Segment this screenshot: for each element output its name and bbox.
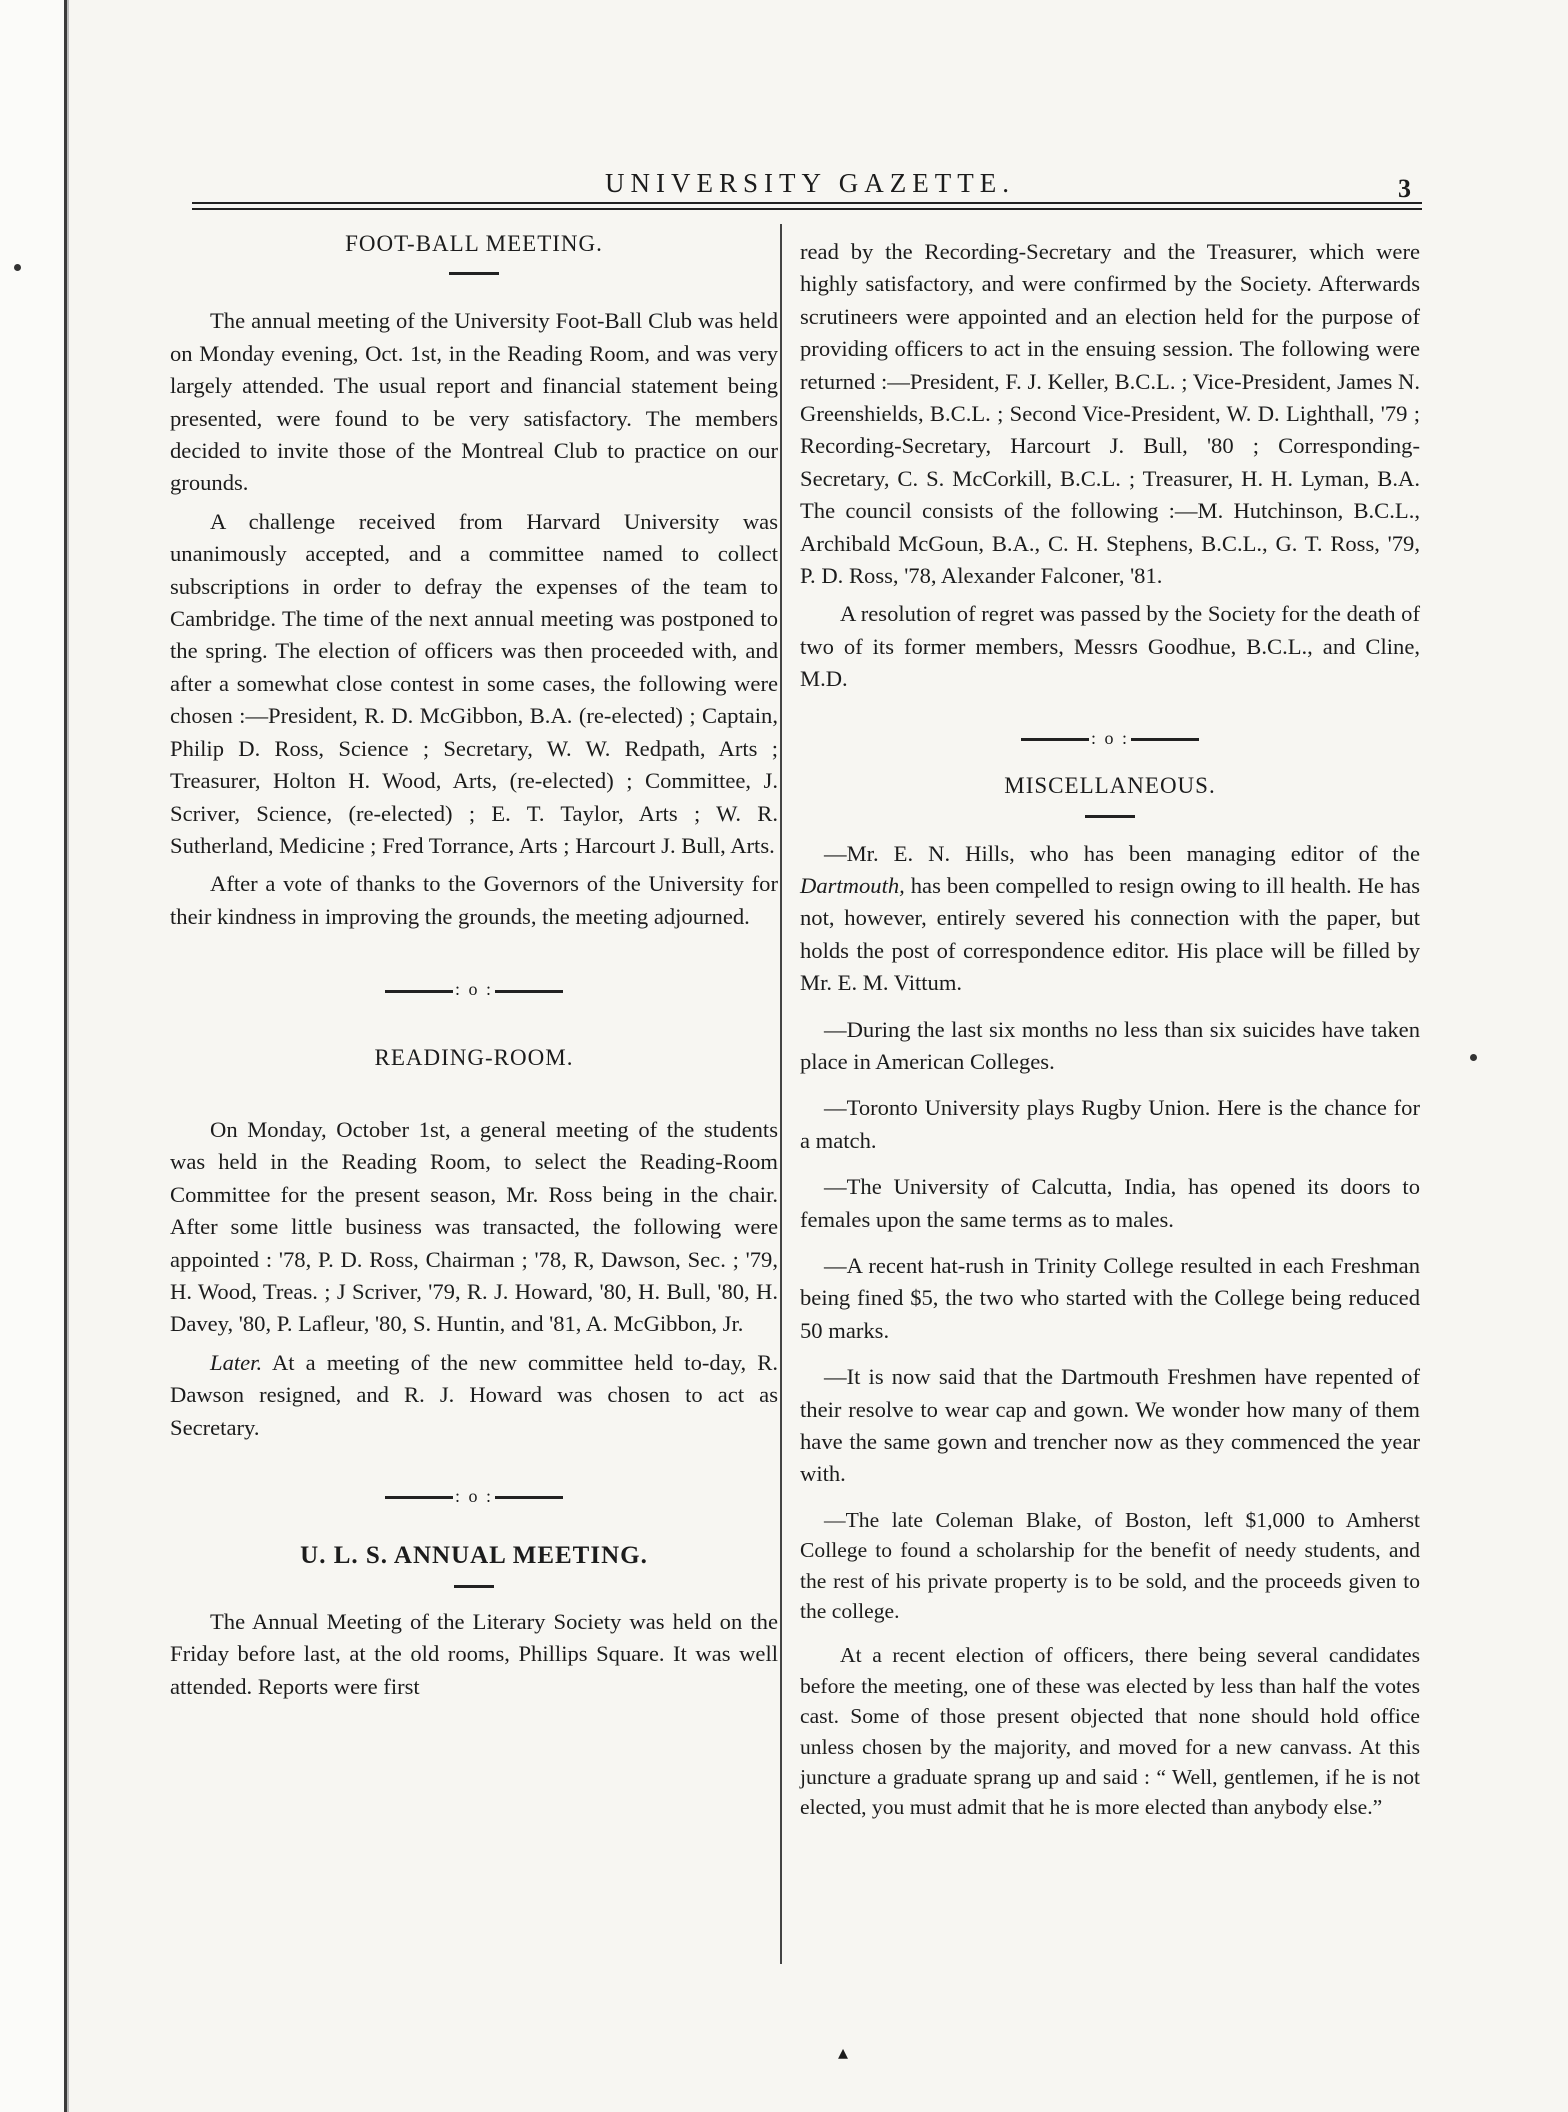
misc-item: —A recent hat-rush in Trinity College resulted in each Freshman being fined $5, the two who started with the College being reduced 50 marks. — [800, 1252, 1420, 1343]
right-column — [800, 236, 1420, 1829]
misc-item: —It is now said that the Dartmouth Freshmen have repented of their resolve to wear cap and gown. We wonder how many of them have the same gown and trencher now as they commenced the year with. — [800, 1364, 1420, 1487]
misc-item: —During the last six months no less than six suicides have taken place in American Colleges. — [800, 1016, 1420, 1074]
football-paragraph: A challenge received from Harvard University was unanimously accepted, and a committee named to collect subscriptions in order to defray the expenses of the team to Cambridge. The time of the next annual meeting was postponed to the spring. The election of officers was then proceeded with, and after a somewhat close contest in some cases, the following were chosen :—President, R. D. McGibbon, B.A. (re-elected) ; Captain, Philip D. Ross, Science ; Secretary, W. W. Redpath, Arts ; Treasurer, Holton H. Wood, Arts, (re-elected) ; Committee, J. Scriver, Science, (re-elected) ; E. T. Taylor, Arts ; W. R. Sutherland, Medicine ; Fred Torrance, Arts ; Harcourt J. Bull, Arts. — [170, 508, 778, 858]
page-binding-edge — [0, 0, 67, 2112]
misc-item: —The late Coleman Blake, of Boston, left $1,000 to Amherst College to found a scholarship for the benefit of needy students, and the rest of his private property is to be sold, and the proceeds given to the college. — [800, 1507, 1420, 1624]
misc-item: —The University of Calcutta, India, has opened its doors to females upon the same terms as to males. — [800, 1174, 1420, 1232]
left-column — [170, 228, 778, 1709]
section-separator: : o : — [800, 722, 1420, 754]
heading-rule — [449, 272, 499, 275]
uls-heading: U. L. S. ANNUAL MEETING. — [300, 1542, 648, 1570]
misc-item: —Toronto University plays Rugby Union. Here is the chance for a match. — [800, 1095, 1420, 1153]
miscellaneous-heading: MISCELLANEOUS. — [1004, 773, 1216, 799]
misc-item-publication: Dartmouth, — [800, 872, 905, 898]
section-separator: : o : — [170, 1480, 778, 1512]
misc-final-paragraph: At a recent election of officers, there being several candidates before the meeting, one of these was elected by less than half the votes cast. Some of those present objected that none should hold office unless chosen by the majority, and moved for a new canvass. At this juncture a graduate sprang up and said : “ Well, gentlemen, if he is not elected, you must admit that he is more elected than anybody else.” — [800, 1643, 1420, 1820]
printer-mark: ▴ — [838, 2040, 849, 2064]
football-paragraph: After a vote of thanks to the Governors of the University for their kindness in improving the grounds, the meeting adjourned. — [170, 871, 778, 929]
running-header-title: UNIVERSITY GAZETTE. — [605, 168, 1015, 198]
misc-item — [800, 838, 1420, 1000]
page-number: 3 — [1398, 174, 1411, 203]
misc-item-text: —Mr. E. N. Hills, who has been managing editor of the — [824, 840, 1420, 866]
uls-resolution-paragraph: A resolution of regret was passed by the Society for the death of two of its former members, Messrs Goodhue, B.C.L., and Cline, M.D. — [800, 601, 1420, 692]
heading-rule — [454, 1585, 494, 1588]
ink-speck — [1470, 1054, 1477, 1061]
section-separator: : o : — [170, 973, 778, 1005]
later-label: Later. — [210, 1349, 263, 1375]
header-rule — [192, 208, 1422, 210]
uls-continued-paragraph: read by the Recording-Secretary and the Treasurer, which were highly satisfactory, and were confirmed by the Society. Afterwards scrutineers were appointed and an election held for the purpose of providing officers to act in the ensuing session. The following were returned :—President, F. J. Keller, B.C.L. ; Vice-President, James N. Greenshields, B.C.L. ; Second Vice-President, W. D. Lighthall, '79 ; Recording-Secretary, Harcourt J. Bull, '80 ; Corresponding-Secretary, C. S. McCorkill, B.C.L. ; Treasurer, H. H. Lyman, B.A. The council consists of the following :—M. Hutchinson, B.C.L., Archibald McGoun, B.A., C. H. Stephens, B.C.L., G. T. Ross, '79, P. D. Ross, '78, Alexander Falconer, '81. — [800, 239, 1420, 589]
reading-room-later-paragraph — [170, 1347, 778, 1444]
column-divider — [780, 224, 782, 1964]
football-paragraph: The annual meeting of the University Foot-Ball Club was held on Monday evening, Oct. 1st, in the Reading Room, and was very largely attended. The usual report and financial statement being presented, were found to be very satisfactory. The members decided to invite those of the Montreal Club to practice on our grounds. — [170, 308, 778, 496]
uls-paragraph: The Annual Meeting of the Literary Society was held on the Friday before last, at the old rooms, Phillips Square. It was well attended. Reports were first — [170, 1608, 778, 1699]
later-text: At a meeting of the new committee held to-day, R. Dawson resigned, and R. J. Howard was chosen to act as Secretary. — [170, 1349, 778, 1440]
reading-room-heading: READING-ROOM. — [374, 1044, 574, 1070]
reading-room-paragraph: On Monday, October 1st, a general meeting of the students was held in the Reading Room, to select the Reading-Room Committee for the present season, Mr. Ross being in the chair. After some little business was transacted, the following were appointed : '78, P. D. Ross, Chairman ; '78, R, Dawson, Sec. ; '79, H. Wood, Treas. ; J Scriver, '79, R. J. Howard, '80, H. Bull, '80, H. Davey, '80, P. Lafleur, '80, S. Huntin, and '81, A. McGibbon, Jr. — [170, 1116, 778, 1337]
heading-rule — [1085, 815, 1135, 818]
header-rule — [192, 202, 1422, 204]
football-heading: FOOT-BALL MEETING. — [345, 231, 603, 256]
misc-item-text: has been compelled to resign owing to ill health. He has not, however, entirely severed his connection with the paper, but holds the post of correspondence editor. His place will be filled by Mr. E. M. Vittum. — [800, 872, 1420, 996]
ink-speck — [14, 264, 21, 271]
